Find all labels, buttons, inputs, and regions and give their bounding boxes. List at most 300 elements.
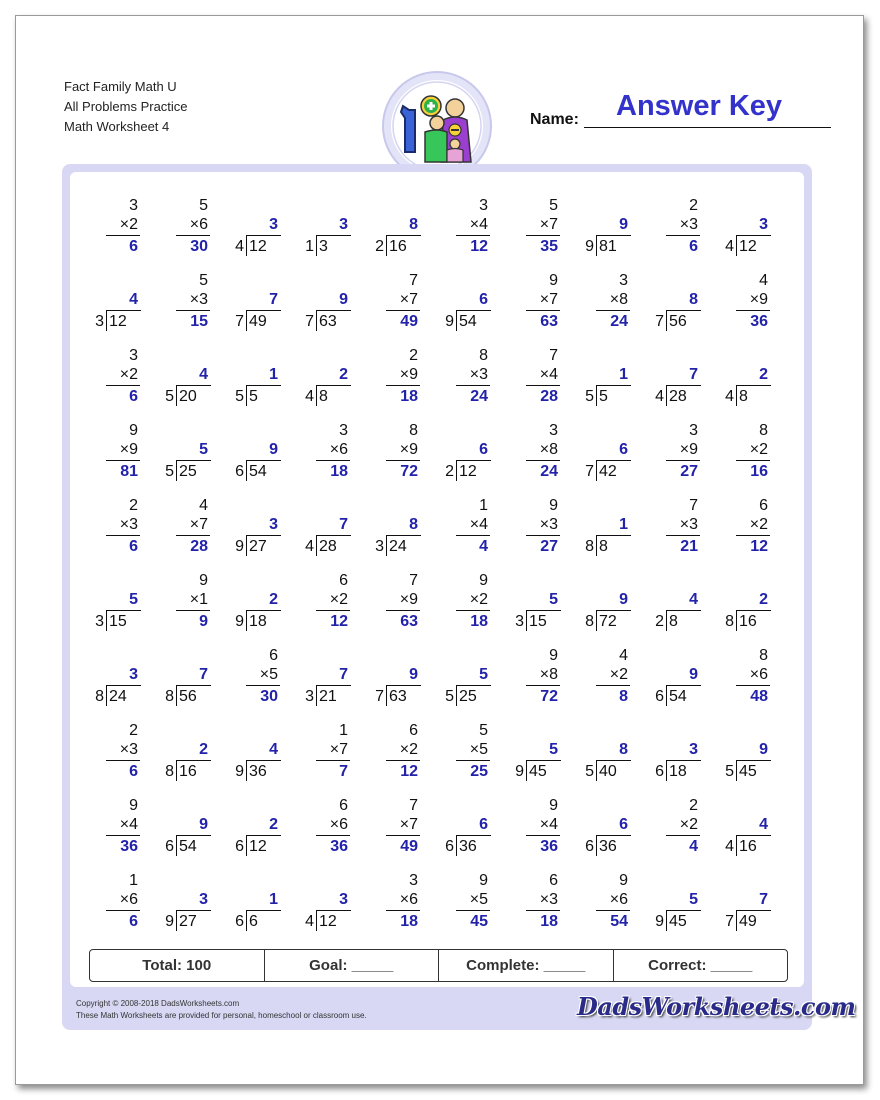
multiplication-problem <box>575 646 645 721</box>
division-bar <box>597 610 631 611</box>
multiplication-problem <box>715 421 785 496</box>
factor-top: 3 <box>689 422 698 439</box>
factor-bottom-value: 2 <box>479 591 488 608</box>
factor-top: 2 <box>689 197 698 214</box>
factor-bottom: ×1 <box>189 591 208 608</box>
division-bracket <box>246 910 247 931</box>
division-bar <box>317 235 351 236</box>
answer-line <box>736 685 770 686</box>
multiplication-problem <box>365 271 435 346</box>
factor-bottom: ×4 <box>539 816 558 833</box>
quotient-answer: 2 <box>339 366 348 383</box>
divisor: 3 <box>95 613 104 630</box>
factor-top: 9 <box>199 572 208 589</box>
answer-line <box>176 610 210 611</box>
dividend: 54 <box>459 313 477 330</box>
dividend: 45 <box>529 763 547 780</box>
factor-top: 3 <box>409 872 418 889</box>
dividend: 54 <box>669 688 687 705</box>
dividend: 56 <box>669 313 687 330</box>
division-bracket <box>736 910 737 931</box>
quotient-answer: 8 <box>409 216 418 233</box>
divisor: 5 <box>585 763 594 780</box>
divisor: 2 <box>375 238 384 255</box>
division-bar <box>247 235 281 236</box>
dividend: 18 <box>249 613 267 630</box>
factor-bottom-value: 9 <box>409 591 418 608</box>
division-bracket <box>386 235 387 256</box>
division-bar <box>247 460 281 461</box>
divisor: 9 <box>515 763 524 780</box>
division-bar <box>107 610 141 611</box>
quotient-answer: 3 <box>339 891 348 908</box>
dividend: 81 <box>599 238 617 255</box>
dividend: 54 <box>179 838 197 855</box>
division-problem <box>645 571 715 646</box>
division-bracket <box>596 385 597 406</box>
division-bracket <box>736 610 737 631</box>
divisor: 5 <box>235 388 244 405</box>
dividend: 42 <box>599 463 617 480</box>
division-problem <box>575 571 645 646</box>
quotient-answer: 9 <box>199 816 208 833</box>
division-bar <box>177 910 211 911</box>
multiplication-problem <box>295 421 365 496</box>
answer-line <box>526 385 560 386</box>
divisor: 1 <box>305 238 314 255</box>
divisor: 8 <box>165 763 174 780</box>
product-answer: 36 <box>330 838 348 855</box>
factor-bottom: ×3 <box>679 516 698 533</box>
division-bar <box>247 385 281 386</box>
multiplication-problem <box>435 346 505 421</box>
factor-bottom: ×4 <box>469 516 488 533</box>
division-bracket <box>456 460 457 481</box>
factor-bottom-value: 3 <box>689 516 698 533</box>
factor-bottom: ×3 <box>679 216 698 233</box>
factor-bottom: ×4 <box>469 216 488 233</box>
factor-bottom: ×2 <box>749 441 768 458</box>
multiplication-problem <box>715 271 785 346</box>
factor-top: 1 <box>129 872 138 889</box>
factor-top: 7 <box>689 497 698 514</box>
multiplication-problem <box>85 796 155 871</box>
quotient-answer: 9 <box>689 666 698 683</box>
factor-bottom-value: 9 <box>689 441 698 458</box>
divisor: 9 <box>445 313 454 330</box>
division-bracket <box>526 610 527 631</box>
division-problem <box>225 421 295 496</box>
product-answer: 18 <box>330 463 348 480</box>
division-bracket <box>106 685 107 706</box>
quotient-answer: 4 <box>199 366 208 383</box>
divisor: 8 <box>725 613 734 630</box>
answer-line <box>106 235 140 236</box>
product-answer: 63 <box>540 313 558 330</box>
division-problem <box>715 721 785 796</box>
dividend: 24 <box>389 538 407 555</box>
factor-bottom: ×6 <box>329 816 348 833</box>
factor-bottom-value: 6 <box>619 891 628 908</box>
answer-line <box>526 310 560 311</box>
dividend: 72 <box>599 613 617 630</box>
dividend: 16 <box>739 838 757 855</box>
dividend: 24 <box>109 688 127 705</box>
multiplication-problem <box>295 571 365 646</box>
name-label: Name: <box>530 111 579 128</box>
answer-line <box>596 310 630 311</box>
multiplication-problem <box>85 346 155 421</box>
factor-bottom-value: 3 <box>549 891 558 908</box>
division-bracket <box>316 535 317 556</box>
factor-top: 2 <box>129 722 138 739</box>
divisor: 7 <box>375 688 384 705</box>
division-bracket <box>456 310 457 331</box>
factor-top: 4 <box>199 497 208 514</box>
division-problem <box>365 196 435 271</box>
factor-bottom-value: 4 <box>549 366 558 383</box>
divisor: 4 <box>305 538 314 555</box>
division-bracket <box>666 685 667 706</box>
factor-bottom-value: 2 <box>339 591 348 608</box>
quotient-answer: 5 <box>479 666 488 683</box>
division-bar <box>387 685 421 686</box>
division-bracket <box>596 835 597 856</box>
divisor: 6 <box>445 838 454 855</box>
multiplication-problem <box>365 346 435 421</box>
division-bracket <box>666 610 667 631</box>
factor-bottom: ×2 <box>749 516 768 533</box>
factor-top: 6 <box>549 872 558 889</box>
product-answer: 6 <box>129 388 138 405</box>
division-bar <box>737 385 771 386</box>
product-answer: 18 <box>470 613 488 630</box>
title-line-1: Fact Family Math U <box>64 79 177 94</box>
multiplication-problem <box>85 721 155 796</box>
factor-bottom: ×4 <box>119 816 138 833</box>
factor-bottom-value: 3 <box>129 516 138 533</box>
dadsworksheets-logo[interactable]: DadsWorksheets.com <box>577 992 856 1021</box>
answer-line <box>456 235 490 236</box>
factor-bottom-value: 6 <box>339 816 348 833</box>
factor-top: 9 <box>549 272 558 289</box>
division-bar <box>387 535 421 536</box>
title-line-2: All Problems Practice <box>64 99 188 114</box>
quotient-answer: 2 <box>269 591 278 608</box>
division-problem <box>505 571 575 646</box>
multiplication-problem <box>85 496 155 571</box>
division-bar <box>597 235 631 236</box>
divisor: 6 <box>655 763 664 780</box>
factor-bottom: ×3 <box>539 516 558 533</box>
worksheet-title <box>64 77 188 137</box>
product-answer: 6 <box>129 238 138 255</box>
division-bar <box>527 610 561 611</box>
answer-line <box>666 460 700 461</box>
dividend: 54 <box>249 463 267 480</box>
answer-line <box>526 535 560 536</box>
division-problem <box>225 196 295 271</box>
factor-bottom: ×6 <box>749 666 768 683</box>
division-bracket <box>596 760 597 781</box>
divisor: 5 <box>165 388 174 405</box>
dividend: 8 <box>319 388 328 405</box>
divisor: 5 <box>585 388 594 405</box>
divisor: 9 <box>235 613 244 630</box>
name-field-line[interactable] <box>584 127 831 128</box>
dividend: 5 <box>599 388 608 405</box>
factor-bottom-value: 7 <box>409 816 418 833</box>
answer-line <box>526 910 560 911</box>
factor-bottom: ×3 <box>119 741 138 758</box>
factor-top: 8 <box>409 422 418 439</box>
answer-line <box>176 535 210 536</box>
dividend: 16 <box>179 763 197 780</box>
divisor: 2 <box>445 463 454 480</box>
factor-bottom: ×7 <box>189 516 208 533</box>
divisor: 3 <box>305 688 314 705</box>
division-bracket <box>666 910 667 931</box>
answer-line <box>736 460 770 461</box>
product-answer: 4 <box>479 538 488 555</box>
dividend: 6 <box>249 913 258 930</box>
factor-top: 5 <box>199 197 208 214</box>
answer-line <box>386 310 420 311</box>
divisor: 8 <box>165 688 174 705</box>
factor-top: 2 <box>689 797 698 814</box>
divisor: 8 <box>585 538 594 555</box>
division-bar <box>597 835 631 836</box>
division-problem <box>715 346 785 421</box>
factor-top: 8 <box>759 422 768 439</box>
answer-line <box>386 835 420 836</box>
division-problem <box>225 796 295 871</box>
division-bracket <box>176 760 177 781</box>
multiplication-problem <box>225 646 295 721</box>
division-bar <box>317 385 351 386</box>
product-answer: 6 <box>129 538 138 555</box>
dividend: 25 <box>459 688 477 705</box>
division-bar <box>737 610 771 611</box>
factor-top: 6 <box>339 797 348 814</box>
divisor: 3 <box>375 538 384 555</box>
factor-bottom-value: 9 <box>409 366 418 383</box>
product-answer: 24 <box>540 463 558 480</box>
factor-bottom: ×2 <box>119 366 138 383</box>
product-answer: 24 <box>470 388 488 405</box>
quotient-answer: 7 <box>689 366 698 383</box>
divisor: 4 <box>305 913 314 930</box>
factor-bottom-value: 5 <box>269 666 278 683</box>
dividend: 20 <box>179 388 197 405</box>
quotient-answer: 3 <box>269 216 278 233</box>
divisor: 4 <box>655 388 664 405</box>
division-bar <box>177 685 211 686</box>
division-problem <box>435 421 505 496</box>
factor-top: 9 <box>619 872 628 889</box>
factor-top: 3 <box>619 272 628 289</box>
answer-line <box>176 310 210 311</box>
quotient-answer: 1 <box>269 366 278 383</box>
answer-line <box>456 760 490 761</box>
divisor: 4 <box>305 388 314 405</box>
division-bar <box>737 835 771 836</box>
divisor: 6 <box>235 838 244 855</box>
division-problem <box>575 796 645 871</box>
division-bracket <box>246 610 247 631</box>
factor-top: 6 <box>339 572 348 589</box>
answer-line <box>386 760 420 761</box>
multiplication-problem <box>365 721 435 796</box>
quotient-answer: 2 <box>269 816 278 833</box>
divisor: 4 <box>725 388 734 405</box>
product-answer: 18 <box>540 913 558 930</box>
divisor: 4 <box>235 238 244 255</box>
answer-line <box>106 535 140 536</box>
division-problem <box>365 646 435 721</box>
quotient-answer: 7 <box>199 666 208 683</box>
division-problem <box>85 571 155 646</box>
product-answer: 27 <box>540 538 558 555</box>
dividend: 5 <box>249 388 258 405</box>
divisor: 7 <box>585 463 594 480</box>
divisor: 8 <box>585 613 594 630</box>
factor-bottom-value: 3 <box>689 216 698 233</box>
division-problem <box>715 796 785 871</box>
division-bar <box>667 310 701 311</box>
division-bracket <box>666 310 667 331</box>
quotient-answer: 4 <box>759 816 768 833</box>
dividend: 63 <box>389 688 407 705</box>
dividend: 21 <box>319 688 337 705</box>
product-answer: 6 <box>689 238 698 255</box>
factor-bottom-value: 4 <box>479 516 488 533</box>
factor-top: 2 <box>129 497 138 514</box>
multiplication-problem <box>715 646 785 721</box>
dividend: 28 <box>669 388 687 405</box>
factor-bottom-value: 3 <box>199 291 208 308</box>
factor-bottom: ×3 <box>189 291 208 308</box>
copyright-line-2: These Math Worksheets are provided for personal, homeschool or classroom use. <box>76 1011 367 1020</box>
division-bar <box>527 760 561 761</box>
division-bracket <box>456 835 457 856</box>
factor-top: 5 <box>199 272 208 289</box>
division-problem <box>365 496 435 571</box>
score-box <box>89 949 788 982</box>
multiplication-problem <box>575 871 645 946</box>
quotient-answer: 6 <box>619 816 628 833</box>
multiplication-problem <box>365 871 435 946</box>
answer-line <box>526 460 560 461</box>
factor-bottom: ×9 <box>399 441 418 458</box>
factor-bottom-value: 5 <box>479 891 488 908</box>
multiplication-problem <box>435 571 505 646</box>
factor-top: 7 <box>549 347 558 364</box>
division-bar <box>387 235 421 236</box>
division-bar <box>247 610 281 611</box>
division-bar <box>597 535 631 536</box>
quotient-answer: 9 <box>339 291 348 308</box>
answer-line <box>456 385 490 386</box>
product-answer: 12 <box>330 613 348 630</box>
multiplication-problem <box>365 421 435 496</box>
divisor: 7 <box>725 913 734 930</box>
quotient-answer: 8 <box>689 291 698 308</box>
multiplication-problem <box>155 271 225 346</box>
dividend: 63 <box>319 313 337 330</box>
multiplication-problem <box>505 496 575 571</box>
factor-bottom-value: 2 <box>759 441 768 458</box>
divisor: 3 <box>515 613 524 630</box>
factor-bottom: ×9 <box>749 291 768 308</box>
quotient-answer: 5 <box>129 591 138 608</box>
product-answer: 36 <box>120 838 138 855</box>
factor-bottom-value: 9 <box>409 441 418 458</box>
division-problem <box>295 646 365 721</box>
multiplication-problem <box>365 571 435 646</box>
dividend: 15 <box>109 613 127 630</box>
product-answer: 9 <box>199 613 208 630</box>
complete-cell[interactable]: Complete: _____ <box>439 950 614 981</box>
factor-top: 8 <box>759 647 768 664</box>
factor-bottom-value: 2 <box>689 816 698 833</box>
dividend: 36 <box>599 838 617 855</box>
division-bracket <box>526 760 527 781</box>
multiplication-problem <box>155 496 225 571</box>
division-problem <box>85 646 155 721</box>
factor-bottom-value: 5 <box>479 741 488 758</box>
division-problem <box>155 721 225 796</box>
dividend: 40 <box>599 763 617 780</box>
factor-bottom: ×2 <box>119 216 138 233</box>
dividend: 27 <box>179 913 197 930</box>
multiplication-problem <box>505 346 575 421</box>
factor-top: 9 <box>549 647 558 664</box>
division-bar <box>737 235 771 236</box>
factor-bottom: ×9 <box>119 441 138 458</box>
division-problem <box>225 871 295 946</box>
total-cell: Total: 100 <box>90 950 265 981</box>
answer-line <box>386 460 420 461</box>
division-problem <box>155 796 225 871</box>
problem-grid <box>85 196 785 946</box>
factor-bottom-value: 3 <box>549 516 558 533</box>
dividend: 16 <box>389 238 407 255</box>
division-bracket <box>316 685 317 706</box>
multiplication-problem <box>85 421 155 496</box>
factor-bottom: ×6 <box>329 441 348 458</box>
division-bracket <box>246 385 247 406</box>
divisor: 9 <box>235 763 244 780</box>
factor-bottom: ×9 <box>399 591 418 608</box>
factor-top: 1 <box>479 497 488 514</box>
dividend: 8 <box>599 538 608 555</box>
division-bar <box>177 835 211 836</box>
quotient-answer: 5 <box>549 591 558 608</box>
division-bar <box>177 760 211 761</box>
goal-cell[interactable]: Goal: _____ <box>265 950 440 981</box>
multiplication-problem <box>645 796 715 871</box>
quotient-answer: 3 <box>199 891 208 908</box>
correct-cell[interactable]: Correct: _____ <box>648 957 753 974</box>
answer-line <box>666 535 700 536</box>
multiplication-problem <box>505 271 575 346</box>
product-answer: 25 <box>470 763 488 780</box>
divisor: 7 <box>655 313 664 330</box>
dividend: 12 <box>459 463 477 480</box>
divisor: 4 <box>725 838 734 855</box>
answer-line <box>106 385 140 386</box>
